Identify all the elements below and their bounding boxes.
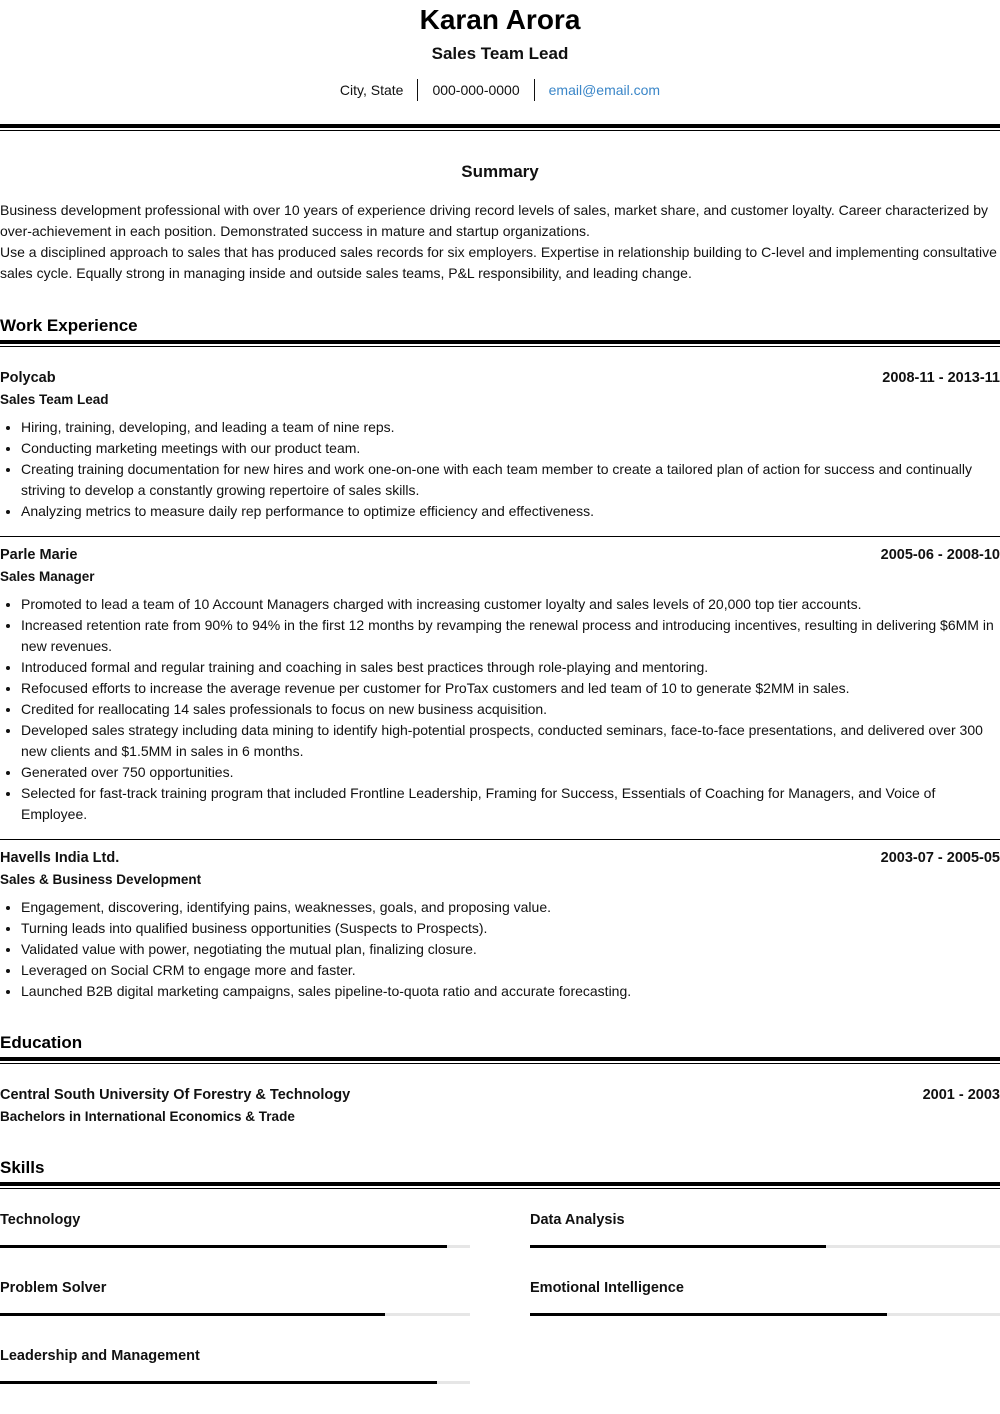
job-dates: 2005-06 - 2008-10	[880, 547, 1000, 563]
job-bullet: • Validated value with power, negotiating the mutual plan, finalizing closure.	[21, 939, 1000, 960]
skill-name: Emotional Intelligence	[530, 1280, 684, 1296]
skill-level-track	[530, 1245, 1000, 1248]
summary-paragraph: Business development professional with over 10 years of experience driving record levels of sales, market share, and customer loyalty. Career characterized by over-achievement in each position. Demonstrated success in mature and startup organizations.	[0, 202, 988, 239]
skills-grid	[0, 1210, 1000, 1414]
candidate-name: Karan Arora	[419, 4, 581, 35]
education-divider	[0, 1057, 1000, 1064]
contact-location: City, State	[339, 82, 404, 98]
skill-level-fill	[0, 1245, 447, 1248]
job-bullet: • Leveraged on Social CRM to engage more and faster.	[21, 960, 1000, 981]
job-entry	[0, 848, 1000, 1002]
skill-item	[0, 1278, 470, 1346]
skill-level-track	[0, 1313, 470, 1316]
resume-header	[0, 0, 1000, 101]
job-bullet: • Conducting marketing meetings with our product team.	[21, 438, 1000, 459]
summary-heading: Summary	[461, 162, 539, 181]
job-bullet: • Credited for reallocating 14 sales professionals to focus on new business acquisition.	[21, 699, 1000, 720]
job-dates: 2003-07 - 2005-05	[880, 850, 1000, 866]
job-dates: 2008-11 - 2013-11	[882, 370, 1000, 386]
job-bullet: • Analyzing metrics to measure daily rep performance to optimize efficiency and effectiveness.	[21, 501, 1000, 522]
job-bullet: • Hiring, training, developing, and leading a team of nine reps.	[21, 417, 1000, 438]
skill-level-track	[0, 1245, 470, 1248]
summary-text	[0, 200, 1000, 284]
skill-level-fill	[530, 1313, 887, 1316]
job-bullet: • Engagement, discovering, identifying pains, weaknesses, goals, and proposing value.	[21, 897, 1000, 918]
skill-level-track	[530, 1313, 1000, 1316]
skills-heading: Skills	[0, 1158, 45, 1177]
job-bullet: • Introduced formal and regular training and coaching in sales best practices through role-playing and mentoring.	[21, 657, 1000, 678]
education-dates: 2001 - 2003	[922, 1087, 1000, 1103]
job-divider	[0, 839, 1000, 840]
job-bullet: • Promoted to lead a team of 10 Account Managers charged with increasing customer loyalty and sales levels of 20,000 top tier accounts.	[21, 594, 1000, 615]
skill-name: Leadership and Management	[0, 1348, 200, 1364]
job-title: Sales Team Lead	[0, 392, 109, 407]
job-company: Havells India Ltd.	[0, 850, 120, 866]
job-company: Polycab	[0, 370, 56, 386]
education-entry	[0, 1085, 1000, 1126]
work-experience-divider	[0, 340, 1000, 347]
job-title: Sales Manager	[0, 569, 95, 584]
skills-divider	[0, 1182, 1000, 1189]
candidate-role: Sales Team Lead	[431, 44, 569, 63]
job-company: Parle Marie	[0, 547, 78, 563]
skill-item	[0, 1210, 470, 1278]
skill-item	[530, 1278, 1000, 1346]
header-divider	[0, 124, 1000, 131]
education-heading: Education	[0, 1033, 83, 1052]
job-divider	[0, 536, 1000, 537]
job-title: Sales & Business Development	[0, 872, 202, 887]
skill-name: Technology	[0, 1212, 81, 1228]
job-bullet: • Selected for fast-track training program that included Frontline Leadership, Framing for Success, Essentials of Coaching for Managers, and Voice of Employee.	[21, 783, 1000, 825]
job-bullet: • Developed sales strategy including data mining to identify high-potential prospects, conducted seminars, face-to-face presentations, and delivered over 300 new clients and $1.5MM in sales in 6 months.	[21, 720, 1000, 762]
skill-level-fill	[530, 1245, 826, 1248]
skill-item	[530, 1210, 1000, 1278]
job-entry	[0, 545, 1000, 825]
skill-level-fill	[0, 1313, 385, 1316]
job-bullet: • Generated over 750 opportunities.	[21, 762, 1000, 783]
job-entry	[0, 368, 1000, 522]
contact-phone: 000-000-0000	[432, 82, 520, 98]
summary-paragraph: Use a disciplined approach to sales that has produced sales records for six employers. Expertise in relationship building to C-level and implementing consultative sales cycle. Equally strong in managing inside and outside sales teams, P&L responsibility, and leading change.	[0, 244, 997, 281]
education-degree: Bachelors in International Economics & Trade	[0, 1109, 295, 1124]
job-bullet: • Turning leads into qualified business opportunities (Suspects to Prospects).	[21, 918, 1000, 939]
contact-line	[0, 79, 1000, 101]
skill-level-track	[0, 1381, 470, 1384]
contact-email-link[interactable]: email@email.com	[548, 82, 661, 98]
job-bullet: • Refocused efforts to increase the average revenue per customer for ProTax customers and led team of 10 to generate $2MM in sales.	[21, 678, 1000, 699]
skill-item	[0, 1346, 470, 1414]
job-bullet: • Creating training documentation for new hires and work one-on-one with each team member to create a tailored plan of action for success and continually striving to develop a constantly growing repertoire of sales skills.	[21, 459, 1000, 501]
skill-level-fill	[0, 1381, 437, 1384]
job-bullet-list	[0, 594, 1000, 825]
work-experience-heading: Work Experience	[0, 316, 138, 335]
job-bullet: • Launched B2B digital marketing campaigns, sales pipeline-to-quota ratio and accurate forecasting.	[21, 981, 1000, 1002]
job-bullet-list	[0, 897, 1000, 1002]
job-bullet: • Increased retention rate from 90% to 94% in the first 12 months by revamping the renewal process and introducing incentives, resulting in delivering $6MM in new revenues.	[21, 615, 1000, 657]
job-bullet-list	[0, 417, 1000, 522]
skill-name: Problem Solver	[0, 1280, 107, 1296]
skill-name: Data Analysis	[530, 1212, 625, 1228]
education-school: Central South University Of Forestry & Technology	[0, 1087, 351, 1103]
